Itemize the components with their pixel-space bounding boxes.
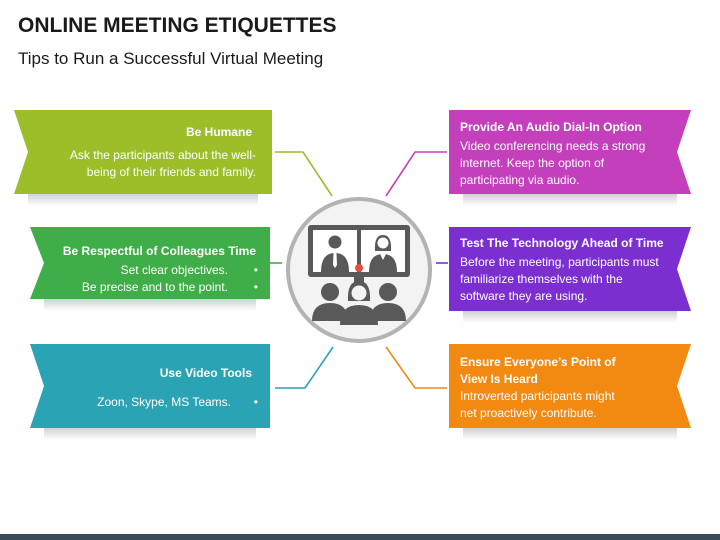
card-list-item: Set clear objectives. bbox=[120, 263, 228, 277]
page-title: ONLINE MEETING ETIQUETTES bbox=[18, 14, 337, 37]
card-shadow bbox=[44, 299, 256, 311]
woman-head bbox=[378, 238, 389, 249]
audience-head bbox=[379, 283, 397, 301]
page-subtitle: Tips to Run a Successful Virtual Meeting bbox=[18, 49, 324, 68]
card-body-line: Introverted participants might bbox=[460, 389, 615, 403]
card-respectful bbox=[30, 227, 270, 299]
connector-be-humane bbox=[275, 152, 332, 196]
card-body-line: internet. Keep the option of bbox=[460, 156, 605, 170]
card-title-line: View Is Heard bbox=[460, 372, 538, 386]
card-title: Test The Technology Ahead of Time bbox=[460, 236, 664, 250]
card-title: Provide An Audio Dial-In Option bbox=[460, 120, 642, 134]
connector-point-of-view bbox=[386, 347, 447, 388]
card-body bbox=[460, 138, 645, 189]
card-bullets bbox=[254, 262, 258, 296]
card-bullets bbox=[254, 394, 258, 411]
bullet-icon: • bbox=[253, 263, 258, 277]
card-title: Use Video Tools bbox=[159, 366, 252, 380]
audience-head bbox=[352, 286, 367, 301]
connector-video-tools bbox=[275, 347, 333, 388]
card-body-line: familiarize themselves with the bbox=[460, 272, 623, 286]
bullet-icon: • bbox=[253, 395, 258, 409]
card-shadow bbox=[44, 428, 256, 440]
card-body-line: participating via audio. bbox=[460, 173, 580, 187]
card-be-humane bbox=[14, 110, 272, 194]
bottom-bar bbox=[0, 534, 720, 540]
man-head bbox=[329, 236, 342, 249]
card-audio-dial-in bbox=[449, 110, 691, 194]
audience-head bbox=[321, 283, 339, 301]
card-title bbox=[460, 354, 616, 388]
video-conference-icon bbox=[286, 197, 432, 343]
card-list-item: Be precise and to the point. bbox=[81, 280, 228, 294]
card-list-item: Zoon, Skype, MS Teams. bbox=[97, 395, 231, 409]
card-body-line: Video conferencing needs a strong bbox=[460, 139, 646, 153]
connector-audio bbox=[386, 152, 447, 196]
card-body-line: being of their friends and family. bbox=[86, 165, 256, 179]
bullet-icon: • bbox=[253, 280, 258, 294]
card-test-technology bbox=[449, 227, 691, 311]
end-call-icon bbox=[355, 264, 363, 272]
card-body bbox=[70, 147, 256, 181]
card-shadow bbox=[463, 428, 677, 440]
card-shadow bbox=[463, 311, 677, 323]
card-body-line: Before the meeting, participants must bbox=[460, 255, 659, 269]
card-title: Be Respectful of Colleagues Time bbox=[62, 244, 256, 258]
card-body-line: software they are using. bbox=[460, 289, 588, 303]
card-body bbox=[460, 254, 659, 305]
card-shadow bbox=[28, 194, 258, 206]
card-point-of-view bbox=[449, 344, 691, 428]
card-banner bbox=[30, 344, 270, 428]
card-title-line: Ensure Everyone’s Point of bbox=[460, 355, 616, 369]
man-tie bbox=[333, 253, 337, 268]
card-body bbox=[97, 394, 231, 411]
card-body-line: net proactively contribute. bbox=[460, 406, 597, 420]
card-title: Be Humane bbox=[185, 125, 252, 139]
card-video-tools bbox=[30, 344, 270, 428]
audience-body bbox=[340, 305, 378, 325]
card-shadow bbox=[463, 194, 677, 206]
card-body-line: Ask the participants about the well- bbox=[69, 148, 256, 162]
card-body bbox=[460, 388, 615, 422]
card-body bbox=[82, 262, 228, 296]
